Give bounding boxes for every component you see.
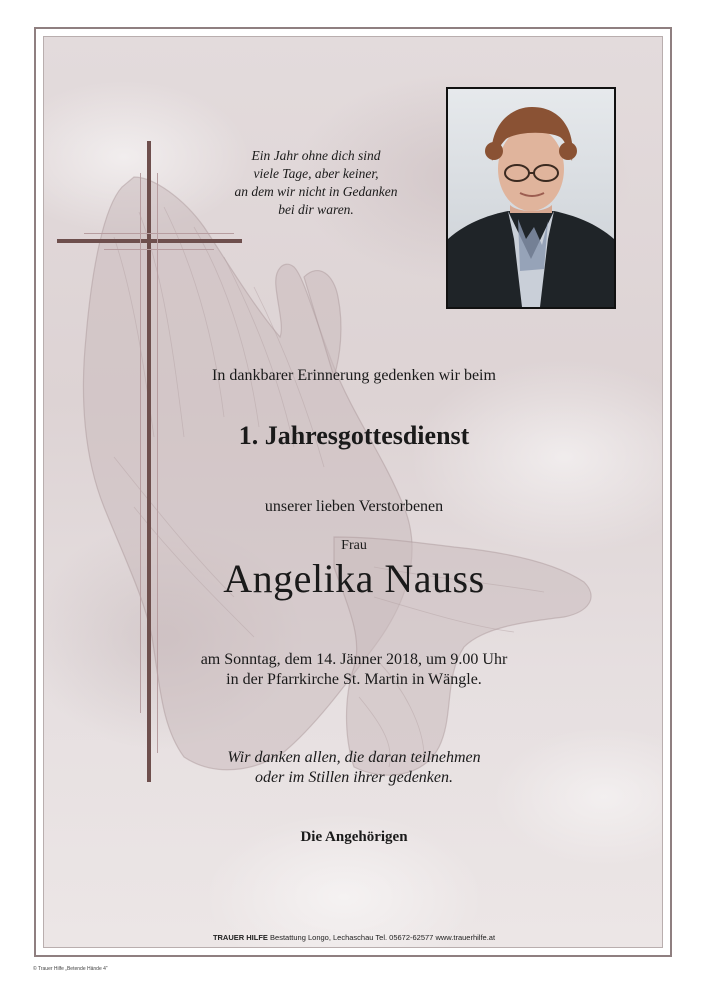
quote-line: bei dir waren. (278, 202, 354, 217)
quote-line: viele Tage, aber keiner, (253, 166, 379, 181)
family-signature: Die Angehörigen (300, 829, 408, 845)
details-line: am Sonntag, dem 14. Jänner 2018, um 9.00 Uhr (200, 651, 508, 668)
thanks-text (44, 748, 663, 788)
salutation: Frau (341, 538, 367, 553)
footer-brand: TRAUER HILFE (212, 933, 268, 942)
footer (44, 933, 663, 942)
footer-contact: Bestattung Longo, Lechaschau Tel. 05672-62577 www.trauerhilfe.at (270, 933, 496, 942)
details-line: in der Pfarrkirche St. Martin in Wängle. (226, 671, 482, 688)
thanks-line: Wir danken allen, die daran teilnehmen (227, 749, 481, 766)
memorial-quote (226, 147, 406, 219)
portrait-photo (446, 87, 616, 309)
service-details (44, 650, 663, 690)
thanks-line: oder im Stillen ihrer gedenken. (254, 769, 454, 786)
cross-accent-line (104, 249, 214, 250)
cross-accent-line (84, 233, 234, 234)
service-title: 1. Jahresgottesdienst (238, 421, 470, 450)
notice-panel (43, 36, 663, 948)
cross-horizontal-bar (57, 239, 242, 243)
deceased-name: Angelika Nauss (223, 556, 485, 601)
subtitle-text: unserer lieben Verstorbenen (264, 498, 444, 515)
copyright-note: © Trauer Hilfe „Betende Hände 4“ (33, 966, 108, 972)
intro-text: In dankbarer Erinnerung gedenken wir beim (212, 367, 496, 384)
quote-line: Ein Jahr ohne dich sind (251, 148, 381, 163)
quote-line: an dem wir nicht in Gedanken (234, 184, 398, 199)
portrait-image (448, 89, 614, 307)
